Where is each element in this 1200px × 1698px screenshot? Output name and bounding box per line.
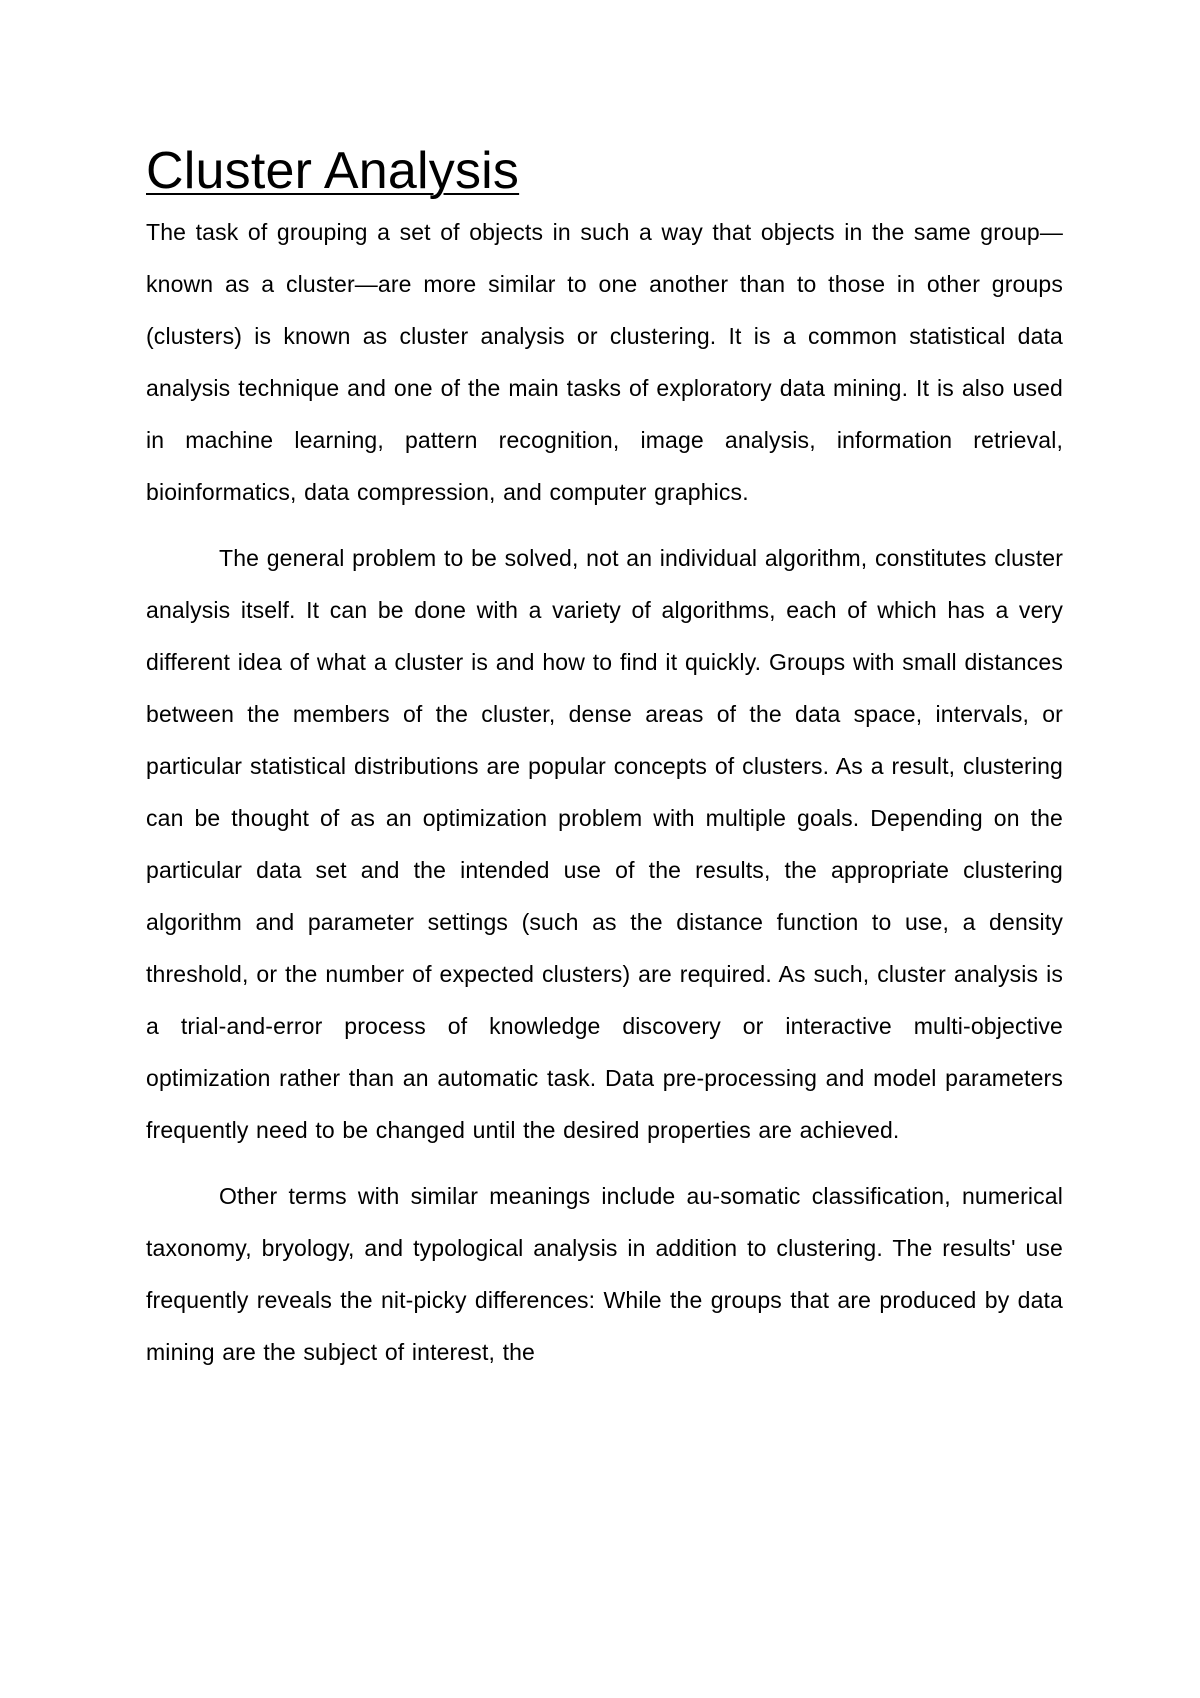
paragraph-3: Other terms with similar meanings include au-somatic classification, numerical taxonomy, bryology, and typological analysis in addition to clustering. The results' use frequently reveals the nit-picky differences: While the groups that are produced by data mining are the subject of interest, the bbox=[146, 1183, 1063, 1365]
document-title: Cluster Analysis bbox=[146, 142, 520, 200]
paragraph-1: The task of grouping a set of objects in such a way that objects in the same group—known as a cluster—are more similar to one another than to those in other groups (clusters) is known as cluster analysis or clustering. It is a common statistical data analysis technique and one of the main tasks of exploratory data mining. It is also used in machine learning, pattern recognition, image analysis, information retrieval, bioinformatics, data compression, and computer graphics. bbox=[146, 219, 1063, 505]
document-body bbox=[146, 142, 1063, 1378]
paragraph-2: The general problem to be solved, not an individual algorithm, constitutes cluster analysis itself. It can be done with a variety of algorithms, each of which has a very different idea of what a cluster is and how to find it quickly. Groups with small distances between the members of the cluster, dense areas of the data space, intervals, or particular statistical distributions are popular concepts of clusters. As a result, clustering can be thought of as an optimization problem with multiple goals. Depending on the particular data set and the intended use of the results, the appropriate clustering algorithm and parameter settings (such as the distance function to use, a density threshold, or the number of expected clusters) are required. As such, cluster analysis is a trial-and-error process of knowledge discovery or interactive multi-objective optimization rather than an automatic task. Data pre-processing and model parameters frequently need to be changed until the desired properties are achieved. bbox=[146, 545, 1063, 1143]
